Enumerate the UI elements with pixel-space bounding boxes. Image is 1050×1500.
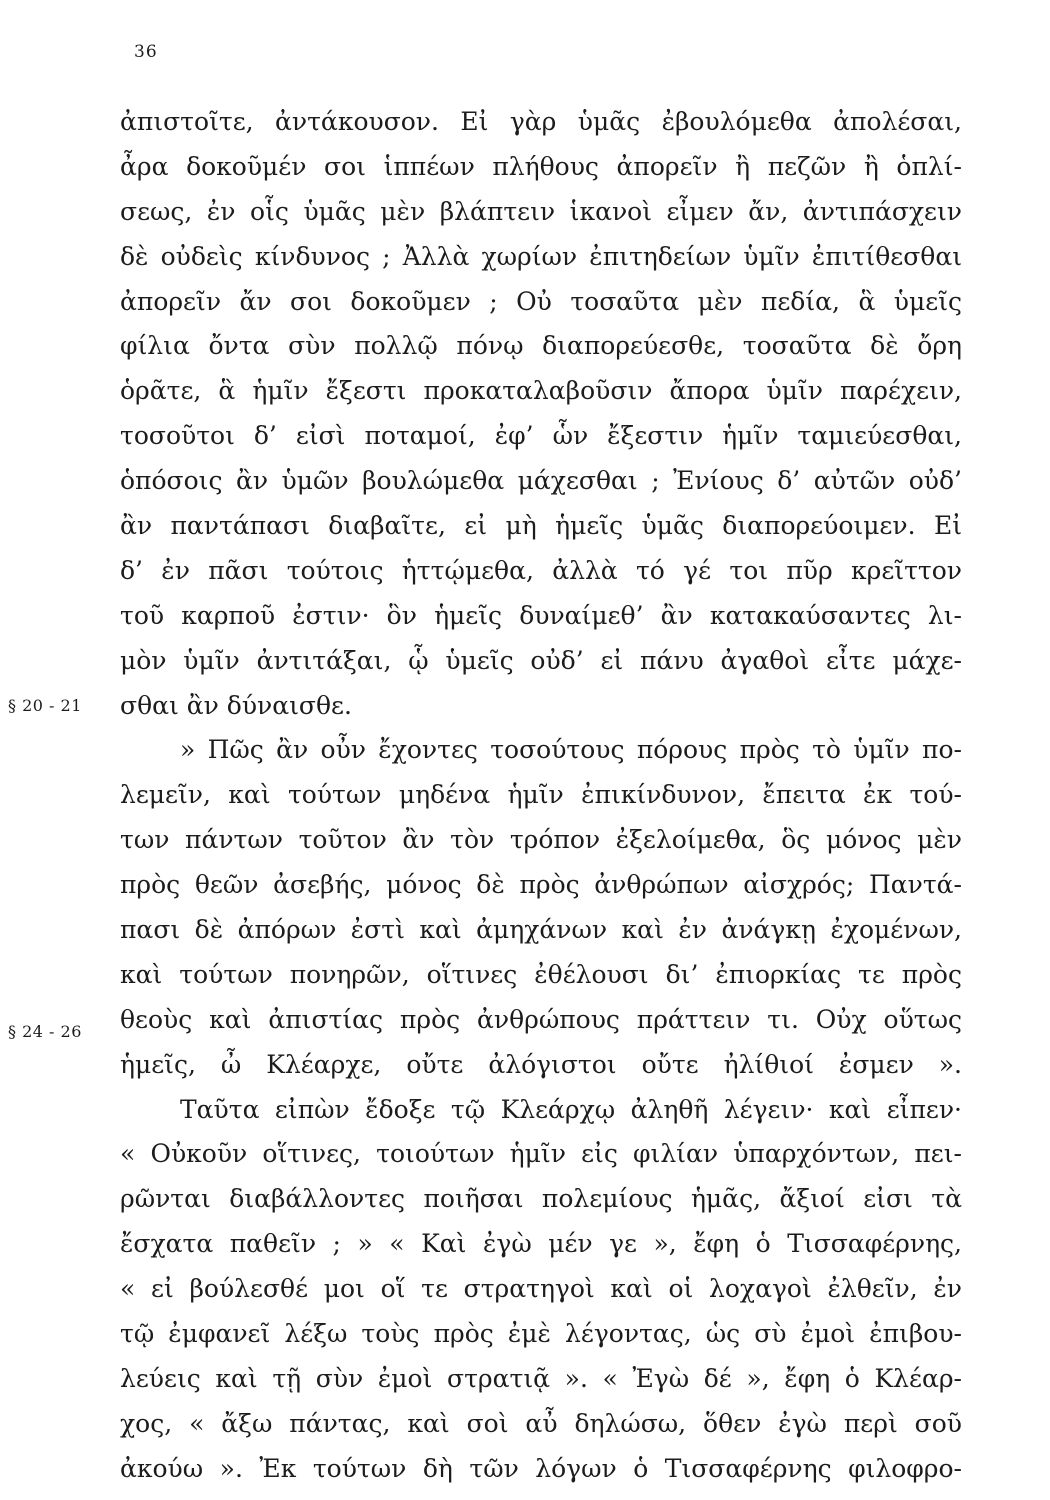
margin-reference-20-21: § 20 - 21	[8, 696, 82, 715]
text-line: ἂν παντάπασι διαβαῖτε, εἰ μὴ ἡμεῖς ὑμᾶς διαπορεύοιμεν. Εἰ	[120, 511, 962, 541]
text-line: ἀκούω ». Ἐκ τούτων δὴ τῶν λόγων ὁ Τισσαφέρνης φιλοφρο-	[120, 1453, 962, 1483]
text-line: καὶ τούτων πονηρῶν, οἵτινες ἐθέλουσι δι’ ἐπιορκίας τε πρὸς	[120, 959, 962, 989]
margin-reference-24-26: § 24 - 26	[8, 1022, 82, 1041]
text-line: ἡμεῖς, ὦ Κλέαρχε, οὔτε ἀλόγιστοι οὔτε ἠλίθιοί ἐσμεν ».	[120, 1049, 962, 1079]
text-line: των πάντων τοῦτον ἂν τὸν τρόπον ἐξελοίμεθα, ὃς μόνος μὲν	[120, 825, 962, 855]
text-line: ὁπόσοις ἂν ὑμῶν βουλώμεθα μάχεσθαι ; Ἐνίους δ’ αὐτῶν οὐδ’	[120, 466, 962, 496]
text-line: τῷ ἐμφανεῖ λέξω τοὺς πρὸς ἐμὲ λέγοντας, ὡς σὺ ἐμοὶ ἐπιβου-	[120, 1319, 962, 1349]
text-line: θεοὺς καὶ ἀπιστίας πρὸς ἀνθρώπους πράττειν τι. Οὐχ οὕτως	[120, 1004, 962, 1034]
text-line: ρῶνται διαβάλλοντες ποιῆσαι πολεμίους ἡμᾶς, ἄξιοί εἰσι τὰ	[120, 1184, 962, 1214]
text-line: πασι δὲ ἀπόρων ἐστὶ καὶ ἀμηχάνων καὶ ἐν ἀνάγκῃ ἐχομένων,	[120, 915, 962, 945]
body-text	[120, 100, 962, 1492]
text-line: σεως, ἐν οἷς ὑμᾶς μὲν βλάπτειν ἱκανοὶ εἶμεν ἄν, ἀντιπάσχειν	[120, 196, 962, 226]
text-line: μὸν ὑμῖν ἀντιτάξαι, ᾧ ὑμεῖς οὐδ’ εἰ πάνυ ἀγαθοὶ εἶτε μάχε-	[120, 645, 962, 675]
text-line: τοσοῦτοι δ’ εἰσὶ ποταμοί, ἐφ’ ὧν ἔξεστιν ἡμῖν ταμιεύεσθαι,	[120, 421, 962, 451]
text-line: « εἰ βούλεσθέ μοι οἵ τε στρατηγοὶ καὶ οἱ λοχαγοὶ ἐλθεῖν, ἐν	[120, 1274, 962, 1304]
text-line: « Οὐκοῦν οἵτινες, τοιούτων ἡμῖν εἰς φιλίαν ὑπαρχόντων, πει-	[120, 1139, 962, 1169]
text-line: πρὸς θεῶν ἀσεβής, μόνος δὲ πρὸς ἀνθρώπων αἰσχρός; Παντά-	[120, 870, 962, 900]
text-line: ἆρα δοκοῦμέν σοι ἱππέων πλήθους ἀπορεῖν ἢ πεζῶν ἢ ὁπλί-	[120, 151, 962, 181]
page-number: 36	[134, 42, 158, 62]
text-line: ἀπιστοῖτε, ἀντάκουσον. Εἰ γὰρ ὑμᾶς ἐβουλόμεθα ἀπολέσαι,	[120, 107, 962, 136]
text-line: Ταῦτα εἰπὼν ἔδοξε τῷ Κλεάρχῳ ἀληθῆ λέγειν· καὶ εἶπεν·	[180, 1094, 962, 1124]
text-line: λεμεῖν, καὶ τούτων μηδένα ἡμῖν ἐπικίνδυνον, ἔπειτα ἐκ τού-	[120, 780, 962, 810]
text-line: φίλια ὄντα σὺν πολλῷ πόνῳ διαπορεύεσθε, τοσαῦτα δὲ ὄρη	[120, 331, 962, 361]
text-line: λεύεις καὶ τῇ σὺν ἐμοὶ στρατιᾷ ». « Ἐγὼ δέ », ἔφη ὁ Κλέαρ-	[120, 1363, 962, 1393]
text-line: ὁρᾶτε, ἃ ἡμῖν ἔξεστι προκαταλαβοῦσιν ἄπορα ὑμῖν παρέχειν,	[120, 376, 962, 406]
text-line: » Πῶς ἂν οὖν ἔχοντες τοσούτους πόρους πρὸς τὸ ὑμῖν πο-	[180, 735, 962, 765]
text-line: δ’ ἐν πᾶσι τούτοις ἡττῴμεθα, ἀλλὰ τό γέ τοι πῦρ κρεῖττον	[120, 555, 962, 585]
text-line: χος, « ἄξω πάντας, καὶ σοὶ αὖ δηλώσω, ὅθεν ἐγὼ περὶ σοῦ	[120, 1408, 962, 1438]
text-line: δὲ οὐδεὶς κίνδυνος ; Ἀλλὰ χωρίων ἐπιτηδείων ὑμῖν ἐπιτίθεσθαι	[120, 241, 962, 271]
text-line: τοῦ καρποῦ ἐστιν· ὃν ἡμεῖς δυναίμεθ’ ἂν κατακαύσαντες λι-	[120, 600, 962, 630]
text-line: ἔσχατα παθεῖν ; » « Καὶ ἐγὼ μέν γε », ἔφη ὁ Τισσαφέρνης,	[120, 1229, 962, 1259]
text-line: σθαι ἂν δύναισθε.	[120, 690, 352, 720]
text-line: ἀπορεῖν ἄν σοι δοκοῦμεν ; Οὐ τοσαῦτα μὲν πεδία, ἃ ὑμεῖς	[120, 286, 962, 316]
